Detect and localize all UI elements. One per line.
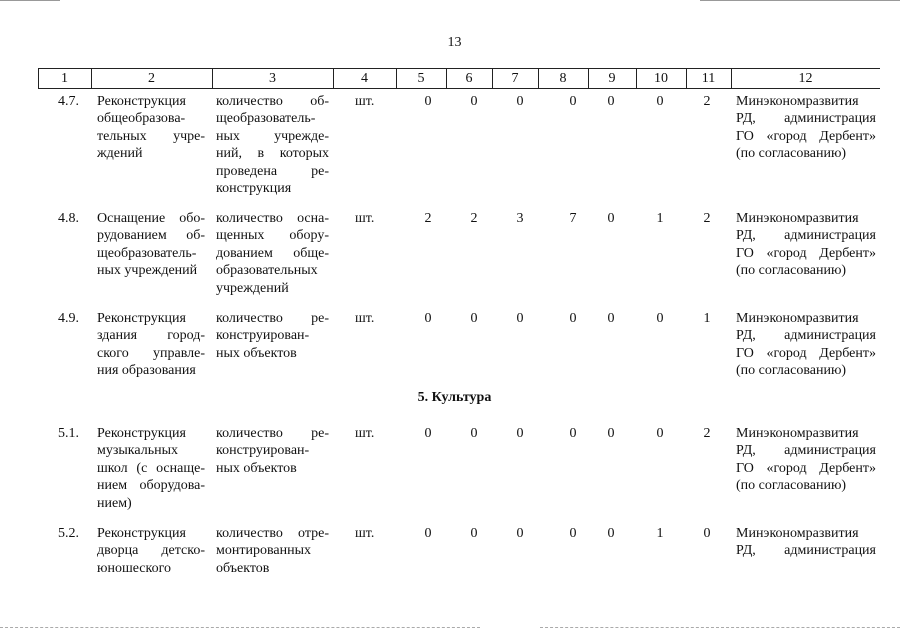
- header-col-12: 12: [798, 71, 813, 86]
- indicator-line: дованием обще-: [216, 245, 329, 261]
- indicator-line: учреждений: [216, 280, 289, 296]
- value-col-5: 0: [424, 526, 432, 541]
- activity-name-line: Реконструкция: [97, 94, 186, 109]
- indicator: [216, 525, 329, 577]
- activity-name-line: дворца детско-: [97, 543, 205, 559]
- value-col-8: 0: [569, 311, 577, 326]
- responsible: [736, 210, 876, 280]
- value-col-5: 0: [424, 311, 432, 326]
- value-col-11: 2: [703, 94, 711, 109]
- activity-name-line: Реконструкция: [97, 426, 186, 441]
- value-col-9: 0: [607, 311, 615, 326]
- header-col-7: 7: [511, 71, 519, 86]
- value-col-6: 0: [470, 311, 478, 326]
- activity-name-line: юношеского: [97, 560, 171, 576]
- activity-name: [97, 425, 205, 512]
- activity-name-line: ского управле-: [97, 345, 205, 361]
- indicator-line: количество об-: [216, 94, 329, 109]
- indicator: [216, 310, 329, 362]
- header-col-9: 9: [608, 71, 616, 86]
- unit: шт.: [355, 311, 375, 326]
- indicator-line: ных объектов: [216, 345, 297, 361]
- responsible-line: РД, администрация: [736, 111, 876, 127]
- value-col-10: 1: [656, 211, 664, 226]
- indicator-line: количество ре-: [216, 311, 329, 326]
- activity-name-line: нием): [97, 495, 132, 511]
- header-col-11: 11: [701, 71, 716, 86]
- indicator: [216, 93, 329, 197]
- indicator: [216, 210, 329, 297]
- responsible: [736, 425, 876, 495]
- scan-artifact-line: [700, 0, 900, 1]
- indicator-line: конструирован-: [216, 443, 310, 459]
- value-col-9: 0: [607, 211, 615, 226]
- indicator-line: проведена ре-: [216, 163, 329, 179]
- activity-name: [97, 93, 205, 163]
- value-col-11: 2: [703, 426, 711, 441]
- indicator-line: ных объектов: [216, 460, 297, 476]
- scan-artifact-line: [0, 0, 60, 1]
- header-col-1: 1: [61, 71, 68, 86]
- indicator-line: количество отре-: [216, 526, 329, 541]
- value-col-5: 0: [424, 426, 432, 441]
- indicator-line: конструкция: [216, 181, 292, 197]
- row-number: 4.7.: [58, 94, 79, 109]
- header-col-8: 8: [559, 71, 567, 86]
- header-col-6: 6: [465, 71, 473, 86]
- value-col-8: 0: [569, 426, 577, 441]
- activity-name-line: ния образования: [97, 363, 196, 379]
- value-col-10: 0: [656, 94, 664, 109]
- unit: шт.: [355, 426, 375, 441]
- activity-name-line: нием оборудова-: [97, 478, 205, 494]
- activity-name-line: Реконструкция: [97, 311, 186, 326]
- unit: шт.: [355, 526, 375, 541]
- header-col-5: 5: [417, 71, 425, 86]
- activity-name: [97, 525, 205, 577]
- indicator-line: образовательных: [216, 263, 318, 279]
- responsible: [736, 93, 876, 163]
- value-col-6: 0: [470, 94, 478, 109]
- activity-name-line: Реконструкция: [97, 526, 186, 541]
- responsible-line: РД, администрация: [736, 543, 876, 559]
- value-col-7: 3: [516, 211, 524, 226]
- responsible-line: (по согласованию): [736, 478, 847, 494]
- responsible: [736, 525, 876, 560]
- value-col-10: 1: [656, 526, 664, 541]
- responsible-line: РД, администрация: [736, 443, 876, 459]
- value-col-6: 0: [470, 526, 478, 541]
- header-col-2: 2: [148, 71, 155, 86]
- responsible-line: Минэкономразвития: [736, 426, 859, 441]
- indicator-line: монтированных: [216, 543, 311, 559]
- activity-name-line: здания город-: [97, 328, 205, 344]
- activity-name-line: школ (с оснаще-: [97, 460, 205, 476]
- value-col-7: 0: [516, 426, 524, 441]
- indicator-line: количество ре-: [216, 426, 329, 441]
- responsible-line: Минэкономразвития: [736, 311, 859, 326]
- value-col-10: 0: [656, 311, 664, 326]
- row-number: 4.9.: [58, 311, 79, 326]
- row-number: 4.8.: [58, 211, 79, 226]
- activity-name-line: ных учреждений: [97, 263, 198, 279]
- value-col-6: 0: [470, 426, 478, 441]
- section-title: 5. Культура: [417, 390, 492, 405]
- value-col-9: 0: [607, 94, 615, 109]
- responsible-line: ГО «город Дербент»: [736, 245, 876, 261]
- indicator-line: щеобразователь-: [216, 111, 316, 127]
- responsible-line: (по согласованию): [736, 263, 847, 279]
- responsible-line: Минэкономразвития: [736, 526, 859, 541]
- indicator: [216, 425, 329, 477]
- header-col-10: 10: [654, 71, 668, 86]
- page-number: 13: [447, 35, 462, 50]
- activity-name-line: тельных учре-: [97, 128, 205, 144]
- scan-artifact-line: [0, 627, 480, 628]
- value-col-6: 2: [470, 211, 478, 226]
- value-col-9: 0: [607, 426, 615, 441]
- value-col-9: 0: [607, 526, 615, 541]
- indicator-line: количество осна-: [216, 211, 329, 226]
- activity-name: [97, 310, 205, 380]
- value-col-10: 0: [656, 426, 664, 441]
- indicator-line: объектов: [216, 560, 270, 576]
- responsible-line: Минэкономразвития: [736, 211, 859, 226]
- value-col-8: 7: [569, 211, 577, 226]
- value-col-11: 2: [703, 211, 711, 226]
- header-col-3: 3: [269, 71, 276, 86]
- indicator-line: ний, в которых: [216, 146, 329, 162]
- responsible-line: (по согласованию): [736, 363, 847, 379]
- value-col-5: 0: [424, 94, 432, 109]
- activity-name-line: щеобразователь-: [97, 245, 197, 261]
- activity-name-line: рудованием об-: [97, 228, 205, 244]
- unit: шт.: [355, 211, 375, 226]
- indicator-line: ных учрежде-: [216, 128, 329, 144]
- indicator-line: конструирован-: [216, 328, 310, 344]
- row-number: 5.1.: [58, 426, 79, 441]
- activity-name-line: Оснащение обо-: [97, 211, 205, 226]
- value-col-11: 0: [703, 526, 711, 541]
- value-col-7: 0: [516, 94, 524, 109]
- value-col-8: 0: [569, 526, 577, 541]
- responsible-line: Минэкономразвития: [736, 94, 859, 109]
- scan-artifact-line: [540, 627, 900, 628]
- value-col-7: 0: [516, 526, 524, 541]
- activity-name-line: общеобразова-: [97, 111, 186, 127]
- activity-name-line: музыкальных: [97, 443, 178, 459]
- responsible-line: ГО «город Дербент»: [736, 128, 876, 144]
- responsible-line: РД, администрация: [736, 328, 876, 344]
- header-col-4: 4: [361, 71, 368, 86]
- responsible-line: РД, администрация: [736, 228, 876, 244]
- row-number: 5.2.: [58, 526, 79, 541]
- activity-name: [97, 210, 205, 280]
- header-top-border: [38, 68, 880, 69]
- header-bottom-border: [38, 88, 880, 89]
- value-col-7: 0: [516, 311, 524, 326]
- value-col-8: 0: [569, 94, 577, 109]
- responsible: [736, 310, 876, 380]
- responsible-line: (по согласованию): [736, 146, 847, 162]
- indicator-line: щенных обору-: [216, 228, 329, 244]
- responsible-line: ГО «город Дербент»: [736, 345, 876, 361]
- value-col-5: 2: [424, 211, 432, 226]
- activity-name-line: ждений: [97, 146, 143, 162]
- unit: шт.: [355, 94, 375, 109]
- responsible-line: ГО «город Дербент»: [736, 460, 876, 476]
- value-col-11: 1: [703, 311, 711, 326]
